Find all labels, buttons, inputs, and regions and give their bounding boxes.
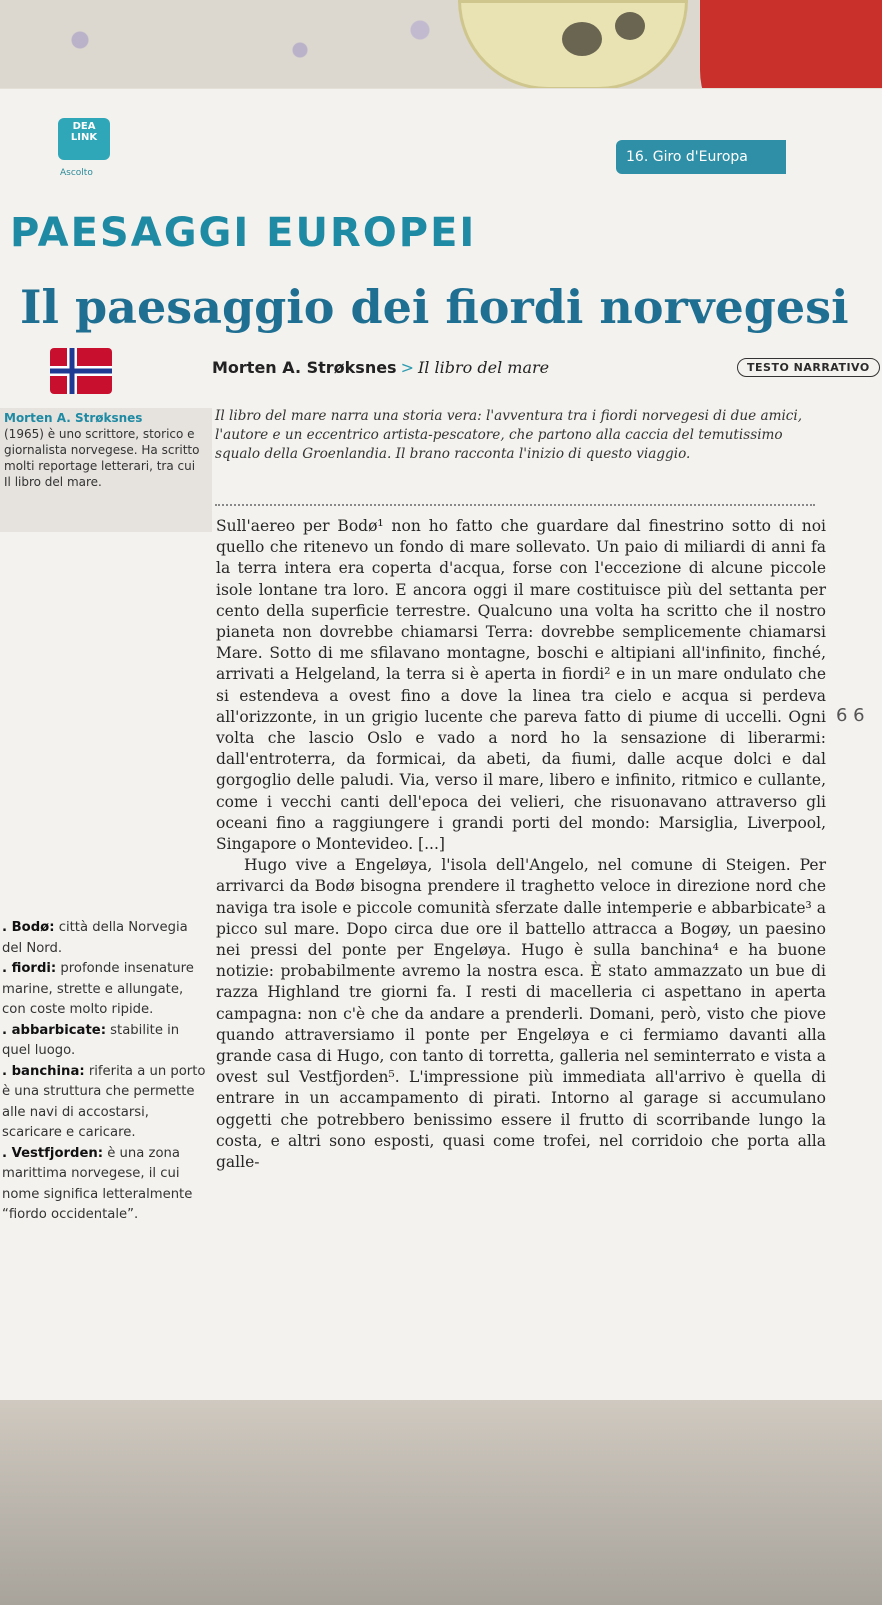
author-line: [212, 358, 549, 377]
narrative-text: [216, 516, 826, 1173]
dea-link-logo: [58, 118, 110, 160]
intro-text: Il libro del mare narra una storia vera: l'avventura tra i fiordi norvegesi di due amici, l'autore e un eccentrico artista-pescatore, che partono alla caccia del temutissimo squalo della Groenlandia. Il brano racconta l'inizio di questo viaggio.: [215, 408, 803, 462]
paragraph: Hugo vive a Engeløya, l'isola dell'Angelo, nel comune di Steigen. Per arrivarci da Bodø bisogna prendere il traghetto veloce in direzione nord che naviga tra isole e piccole comunità sferzate dalle intemperie e abbarbicate³ a picco sul mare. Dopo circa due ore il battello attracca a Bogøy, un paesino nei pressi del ponte per Engeløya. Hugo è sulla banchina⁴ e ha buone notizie: probabilmente avremo la nostra esca. È stato ammazzato un bue di razza Highland tre giorni fa. I resti di macelleria ci aspettano in aperta campagna: non c'è che da andare a prenderli. Domani, però, visto che piove quando attraversiamo il ponte per Engeløya e ci fermiamo davanti alla grande casa di Hugo, con tanto di torretta, galleria nel seminterrato e vista a ovest sul Vestfjorden⁵. L'impressione più immediata all'arrivo è quella di entrare in un accampamento di pirati. Intorno al garage si accumulano oggetti che potrebbero benissimo essere il frutto di scorribande lungo la costa, e altri sono esposti, quasi come trofei, nel corridoio che porta alla galle-: [216, 856, 826, 1172]
chevron-right-icon: >: [400, 358, 414, 377]
table-surface: [0, 1400, 882, 1605]
footnote: . Bodø: città della Norvegia del Nord.: [2, 920, 188, 956]
paragraph: Sull'aereo per Bodø¹ non ho fatto che guardare dal finestrino sotto di noi quello che ritenevo un fondo di mare sollevato. Un paio di miliardi di anni fa la terra intera era coperta d'acqua, forse con l'eccezione di alcune piccole isole lontane tra loro. E ancora oggi il mare costituisce più del settanta per cento della superficie terrestre. Qualcuno una volta ha scritto che il nostro pianeta non dovrebbe chiamarsi Terra: dovrebbe semplicemente chiamarsi Mare. Sotto di me sfilavano montagne, boschi e altipiani all'infinito, finché, arrivati a Helgeland, la terra si è aperta in fiordi² e in un mare ondulato che si estendeva a ovest fino a dove la linea tra cielo e acqua si perdeva all'orizzonte, in un grigio lucente che pareva fatto di piume di uccelli. Ogni volta che lascio Oslo e vado a nord ho la sensazione di liberarmi: dall'entroterra, da formicai, da abeti, da fiumi, dalle acque dolci e dal gorgoglio delle paludi. Via, verso il mare, libero e infinito, ritmico e cullante, come i vecchi canti dell'epoca dei velieri, che risuonavano attraverso gli oceani fino a raggiungere i grandi porti del mondo: Marsiglia, Liverpool, Singapore o Montevideo. [...]: [216, 517, 826, 854]
footnote: . Vestfjorden: è una zona marittima norvegese, il cui nome significa letteralmente “fiordo occidentale”.: [2, 1145, 193, 1222]
bio-text: (1965) è uno scrittore, storico e giornalista norvegese. Ha scritto molti reportage letterari, tra cui Il libro del mare.: [4, 427, 200, 489]
author-bio: [4, 410, 204, 490]
page-title: Il paesaggio dei fiordi norvegesi: [20, 280, 849, 334]
section-title: PAESAGGI EUROPEI: [10, 210, 477, 256]
footnote: . abbarbicate: stabilite in quel luogo.: [2, 1022, 180, 1058]
footnote: . fiordi: profonde insenature marine, strette e allungate, con coste molto ripide.: [2, 961, 194, 1017]
chapter-tab: 16. Giro d'Europa: [616, 140, 786, 174]
handwritten-note: 6 6: [836, 705, 865, 726]
footnotes: [2, 918, 207, 1226]
sharpener-hole: [562, 22, 602, 56]
genre-badge: TESTO NARRATIVO: [737, 358, 880, 377]
sharpener-hole: [615, 12, 645, 40]
footnote: . banchina: riferita a un porto è una struttura che permette alle navi di accostarsi, scaricare e caricare.: [2, 1063, 206, 1140]
book-title: Il libro del mare: [417, 358, 550, 377]
bio-name: Morten A. Strøksnes: [4, 411, 143, 425]
logo-subtitle: Ascolto: [60, 168, 93, 178]
author-name: Morten A. Strøksnes: [212, 358, 397, 377]
dotted-divider: [215, 504, 815, 506]
logo-text: DEA LINK: [70, 121, 98, 143]
norway-flag-icon: [50, 348, 112, 394]
